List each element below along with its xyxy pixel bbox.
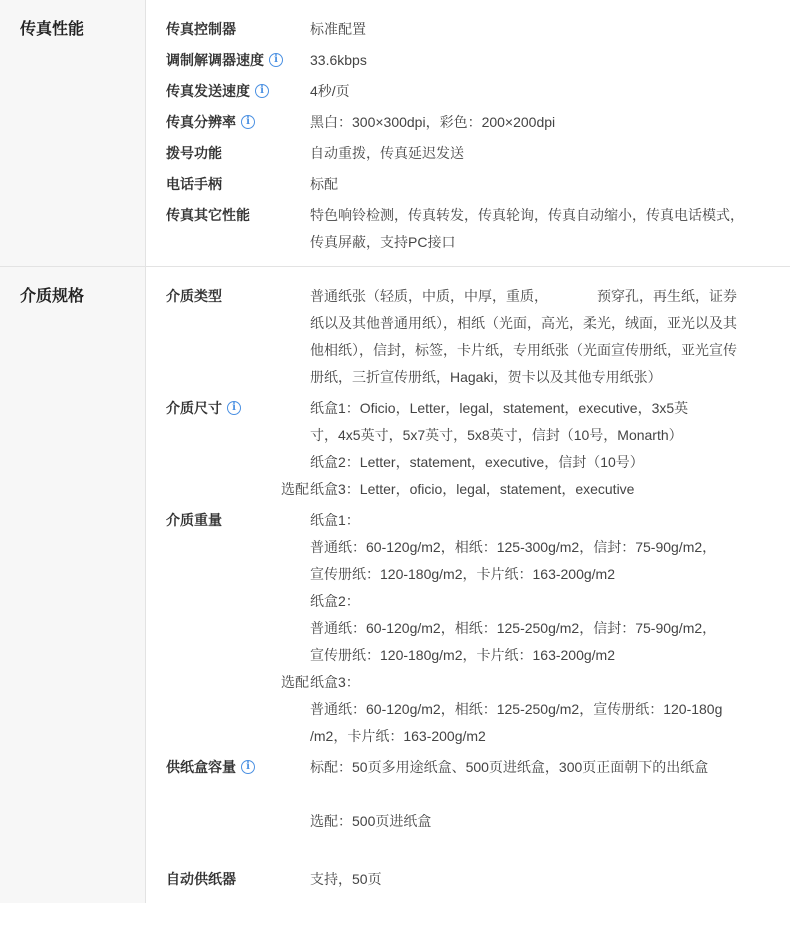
spec-key (166, 200, 310, 258)
spec-value (281, 505, 790, 752)
spec-value-line: 纸以及其他普通用纸），相纸（光面，高光，柔光，绒面，亚光以及其 (310, 315, 737, 331)
spec-key-label: 电话手柄 (166, 176, 222, 192)
spec-key-label: 传真分辨率 (166, 114, 236, 130)
optional-prefix: 选配 (281, 481, 309, 497)
spec-rows (146, 267, 790, 903)
spec-key (166, 752, 310, 864)
spec-key-label: 拨号功能 (166, 145, 222, 161)
spec-value-line: 传真屏蔽，支持PC接口 (310, 234, 456, 250)
spec-value-line: 标配 (310, 176, 338, 192)
spec-value-line: 黑白：300×300dpi，彩色：200×200dpi (310, 114, 556, 130)
section-title: 传真性能 (0, 0, 146, 266)
spec-row (166, 169, 790, 200)
spec-key-label: 调制解调器速度 (166, 52, 264, 68)
spec-value-line (281, 669, 766, 696)
spec-key (166, 45, 310, 76)
spec-row (166, 281, 790, 393)
info-circle-icon[interactable]: i (269, 53, 283, 67)
spec-value (281, 393, 790, 505)
spec-key (166, 14, 310, 45)
spec-key-label: 介质重量 (166, 512, 222, 528)
spec-key-label: 传真发送速度 (166, 83, 250, 99)
spec-value-line: 宣传册纸：120-180g/m2，卡片纸：163-200g/m2 (310, 647, 616, 663)
spec-value (310, 76, 790, 107)
spec-section (0, 0, 790, 267)
spec-row (166, 107, 790, 138)
optional-prefix: 选配 (281, 674, 309, 690)
spec-value-line: 普通纸：60-120g/m2，相纸：125-250g/m2，宣传册纸：120-180g (310, 701, 723, 717)
spec-section (0, 267, 790, 903)
spec-row (166, 200, 790, 258)
spec-value-line: 自动重拨，传真延迟发送 (310, 145, 464, 161)
spec-value (310, 138, 790, 169)
section-title: 介质规格 (0, 267, 146, 903)
spec-key (166, 505, 310, 752)
spec-key-label: 介质类型 (166, 288, 222, 304)
spec-value-line: 4秒/页 (310, 83, 350, 99)
spec-value-line: 普通纸张（轻质，中质，中厚，重质， 预穿孔，再生纸，证券 (310, 288, 737, 304)
info-circle-icon[interactable]: i (227, 401, 241, 415)
spec-value-line: 他相纸），信封，标签，卡片纸，专用纸张（光面宣传册纸，亚光宣传 (310, 342, 737, 358)
info-circle-icon[interactable]: i (241, 115, 255, 129)
info-circle-icon[interactable]: i (255, 84, 269, 98)
spec-value-line: 普通纸：60-120g/m2，相纸：125-250g/m2，信封：75-90g/m2， (310, 620, 717, 636)
spec-value-line: 支持，50页 (310, 871, 382, 887)
spec-value-line: 33.6kbps (310, 52, 367, 68)
spec-value (310, 200, 790, 258)
spec-value-line: 特色响铃检测，传真转发，传真轮询，传真自动缩小，传真电话模式， (310, 207, 744, 223)
spec-value-line: 标配：50页多用途纸盒、500页进纸盒，300页正面朝下的出纸盒 (310, 759, 709, 775)
spec-key-label: 介质尺寸 (166, 400, 222, 416)
spec-key (166, 169, 310, 200)
spec-value-line: 册纸，三折宣传册纸，Hagaki，贺卡以及其他专用纸张） (310, 369, 662, 385)
spec-value (310, 752, 790, 864)
spec-value-line: 纸盒1：Oficio，Letter，legal，statement，executive，3x5英 (310, 400, 689, 416)
spec-row (166, 76, 790, 107)
spec-key (166, 76, 310, 107)
spec-row (166, 45, 790, 76)
spec-value-line: 普通纸：60-120g/m2，相纸：125-300g/m2，信封：75-90g/m2， (310, 539, 717, 555)
spec-key (166, 281, 310, 393)
spec-key-label: 传真控制器 (166, 21, 236, 37)
spec-rows (146, 0, 790, 266)
spec-value-line: 标准配置 (310, 21, 366, 37)
spec-row (166, 505, 790, 752)
spec-row (166, 393, 790, 505)
spec-value-text: 纸盒3：Letter，oficio，legal，statement，executive (310, 481, 635, 497)
spec-value (310, 107, 790, 138)
spec-row (166, 752, 790, 864)
info-circle-icon[interactable]: i (241, 760, 255, 774)
spec-key-label: 传真其它性能 (166, 207, 250, 223)
spec-value (310, 45, 790, 76)
spec-value-line: 宣传册纸：120-180g/m2，卡片纸：163-200g/m2 (310, 566, 616, 582)
spec-value (310, 864, 790, 895)
spec-value (310, 14, 790, 45)
spec-row (166, 14, 790, 45)
spec-value-line: 纸盒2： (310, 593, 360, 609)
spec-key (166, 864, 310, 895)
spec-row (166, 138, 790, 169)
spec-value-line: 纸盒1： (310, 512, 360, 528)
spec-row (166, 864, 790, 895)
spec-value-line (281, 476, 766, 503)
spec-key-label: 自动供纸器 (166, 871, 236, 887)
spec-value (310, 281, 790, 393)
spec-value (310, 169, 790, 200)
spec-value-text: 纸盒3： (310, 674, 360, 690)
spec-value-line (310, 781, 766, 808)
spec-value-line: 选配：500页进纸盒 (310, 813, 432, 829)
spec-value-line: 纸盒2：Letter，statement，executive，信封（10号） (310, 454, 644, 470)
spec-value-line: /m2，卡片纸：163-200g/m2 (310, 728, 486, 744)
spec-key (166, 107, 310, 138)
spec-value-line: 寸，4x5英寸，5x7英寸，5x8英寸，信封（10号，Monarth） (310, 427, 683, 443)
spec-key (166, 138, 310, 169)
spec-key-label: 供纸盒容量 (166, 759, 236, 775)
spec-value-line (310, 835, 766, 862)
